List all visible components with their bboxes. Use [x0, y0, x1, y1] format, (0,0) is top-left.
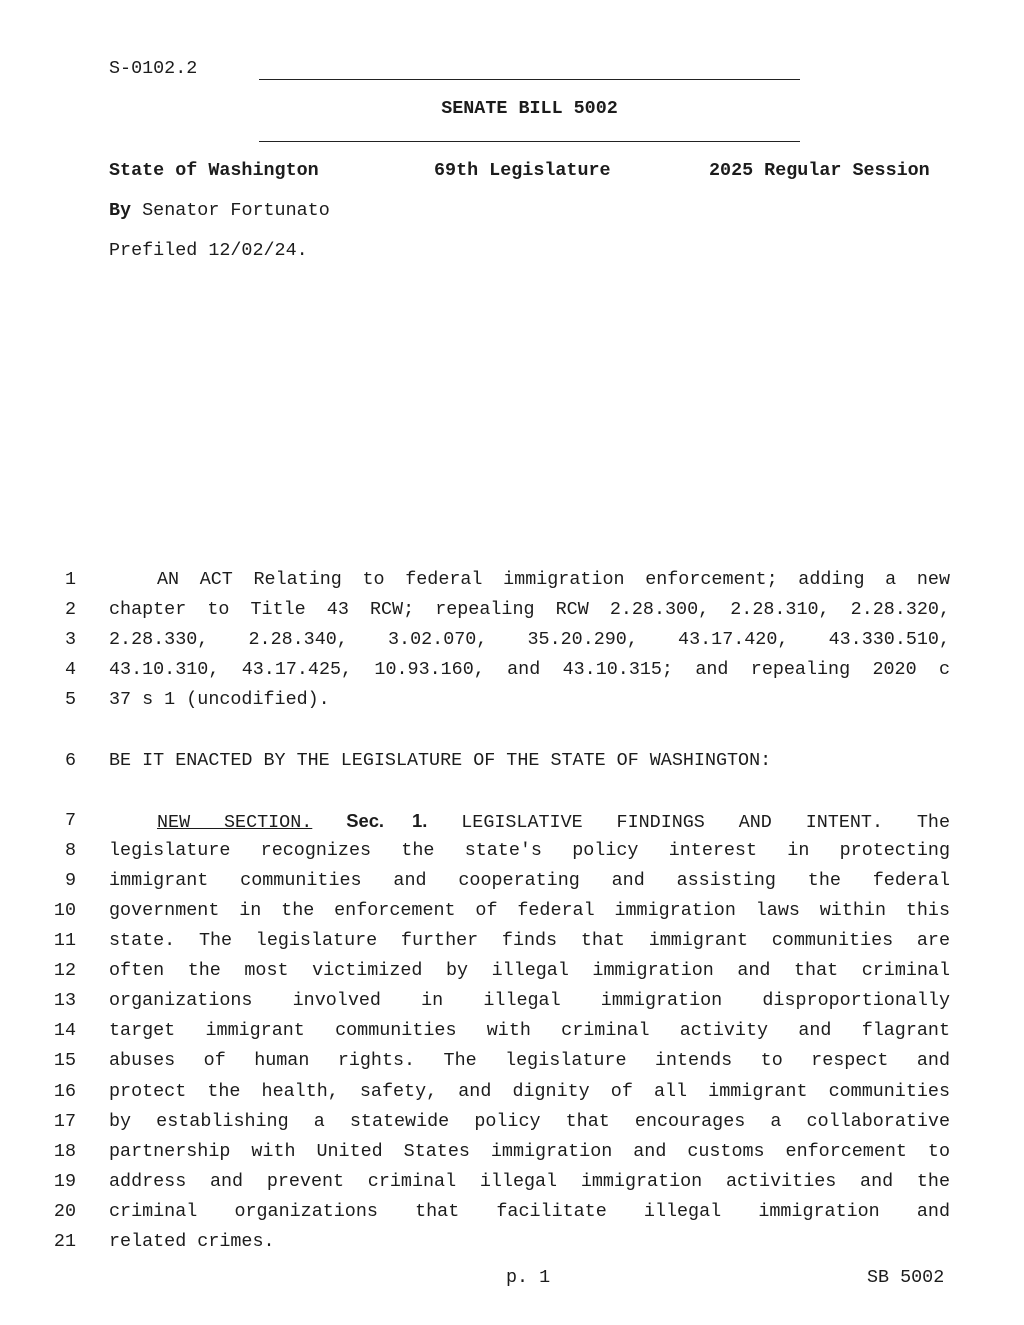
state-label: State of Washington [109, 160, 319, 181]
line-number: 15 [53, 1050, 76, 1071]
line-number: 12 [53, 960, 76, 981]
new-section-label: NEW SECTION. [157, 812, 313, 833]
act-title-line: AN ACT Relating to federal immigration enforcement; adding a new [157, 569, 950, 590]
line-number: 21 [53, 1231, 76, 1252]
line-number: 2 [64, 599, 76, 620]
section-caption: LEGISLATIVE FINDINGS AND INTENT. The [461, 812, 950, 833]
line-number: 3 [64, 629, 76, 650]
bottom-rule [259, 141, 800, 142]
section-text-line: criminal organizations that facilitate illegal immigration and [109, 1201, 950, 1222]
line-number: 4 [64, 659, 76, 680]
section-heading-line [109, 810, 950, 833]
line-number: 11 [53, 930, 76, 951]
line-number: 13 [53, 990, 76, 1011]
prefiled-date: Prefiled 12/02/24. [109, 240, 308, 261]
line-number: 14 [53, 1020, 76, 1041]
section-text-line: government in the enforcement of federal immigration laws within this [109, 900, 950, 921]
legislature-label: 69th Legislature [434, 160, 611, 181]
line-number: 16 [53, 1081, 76, 1102]
act-title-line: 37 s 1 (uncodified). [109, 689, 330, 710]
sponsor-name: Senator Fortunato [142, 200, 330, 221]
footer-bill-reference: SB 5002 [867, 1267, 945, 1288]
line-number: 5 [64, 689, 76, 710]
top-rule [259, 79, 800, 80]
line-number: 1 [64, 569, 76, 590]
section-text-line: partnership with United States immigration and customs enforcement to [109, 1141, 950, 1162]
line-number: 8 [64, 840, 76, 861]
act-title-line: chapter to Title 43 RCW; repealing RCW 2.28.300, 2.28.310, 2.28.320, [109, 599, 950, 620]
by-label: By [109, 200, 132, 221]
section-text-line: organizations involved in illegal immigration disproportionally [109, 990, 950, 1011]
line-number: 17 [53, 1111, 76, 1132]
sponsor-line [109, 200, 330, 221]
section-text-line: immigrant communities and cooperating and assisting the federal [109, 870, 950, 891]
line-number: 7 [64, 810, 76, 831]
page-number: p. 1 [506, 1267, 551, 1288]
enacting-clause: BE IT ENACTED BY THE LEGISLATURE OF THE STATE OF WASHINGTON: [109, 750, 772, 771]
line-number: 6 [64, 750, 76, 771]
section-number: Sec. 1. [346, 810, 428, 831]
section-text-line: address and prevent criminal illegal immigration activities and the [109, 1171, 950, 1192]
section-text-line: target immigrant communities with criminal activity and flagrant [109, 1020, 950, 1041]
document-code: S-0102.2 [109, 58, 198, 79]
line-number: 20 [53, 1201, 76, 1222]
line-number: 10 [53, 900, 76, 921]
section-text-line: related crimes. [109, 1231, 275, 1252]
section-text-line: state. The legislature further finds that immigrant communities are [109, 930, 950, 951]
line-number: 18 [53, 1141, 76, 1162]
act-title-line: 2.28.330, 2.28.340, 3.02.070, 35.20.290, 43.17.420, 43.330.510, [109, 629, 950, 650]
bill-title: SENATE BILL 5002 [441, 98, 618, 119]
line-number: 19 [53, 1171, 76, 1192]
section-text-line: legislature recognizes the state's policy interest in protecting [109, 840, 950, 861]
section-text-line: abuses of human rights. The legislature intends to respect and [109, 1050, 950, 1071]
section-text-line: by establishing a statewide policy that encourages a collaborative [109, 1111, 950, 1132]
session-label: 2025 Regular Session [709, 160, 930, 181]
section-text-line: often the most victimized by illegal immigration and that criminal [109, 960, 950, 981]
section-text-line: protect the health, safety, and dignity of all immigrant communities [109, 1081, 950, 1102]
line-number: 9 [64, 870, 76, 891]
act-title-line: 43.10.310, 43.17.425, 10.93.160, and 43.10.315; and repealing 2020 c [109, 659, 950, 680]
